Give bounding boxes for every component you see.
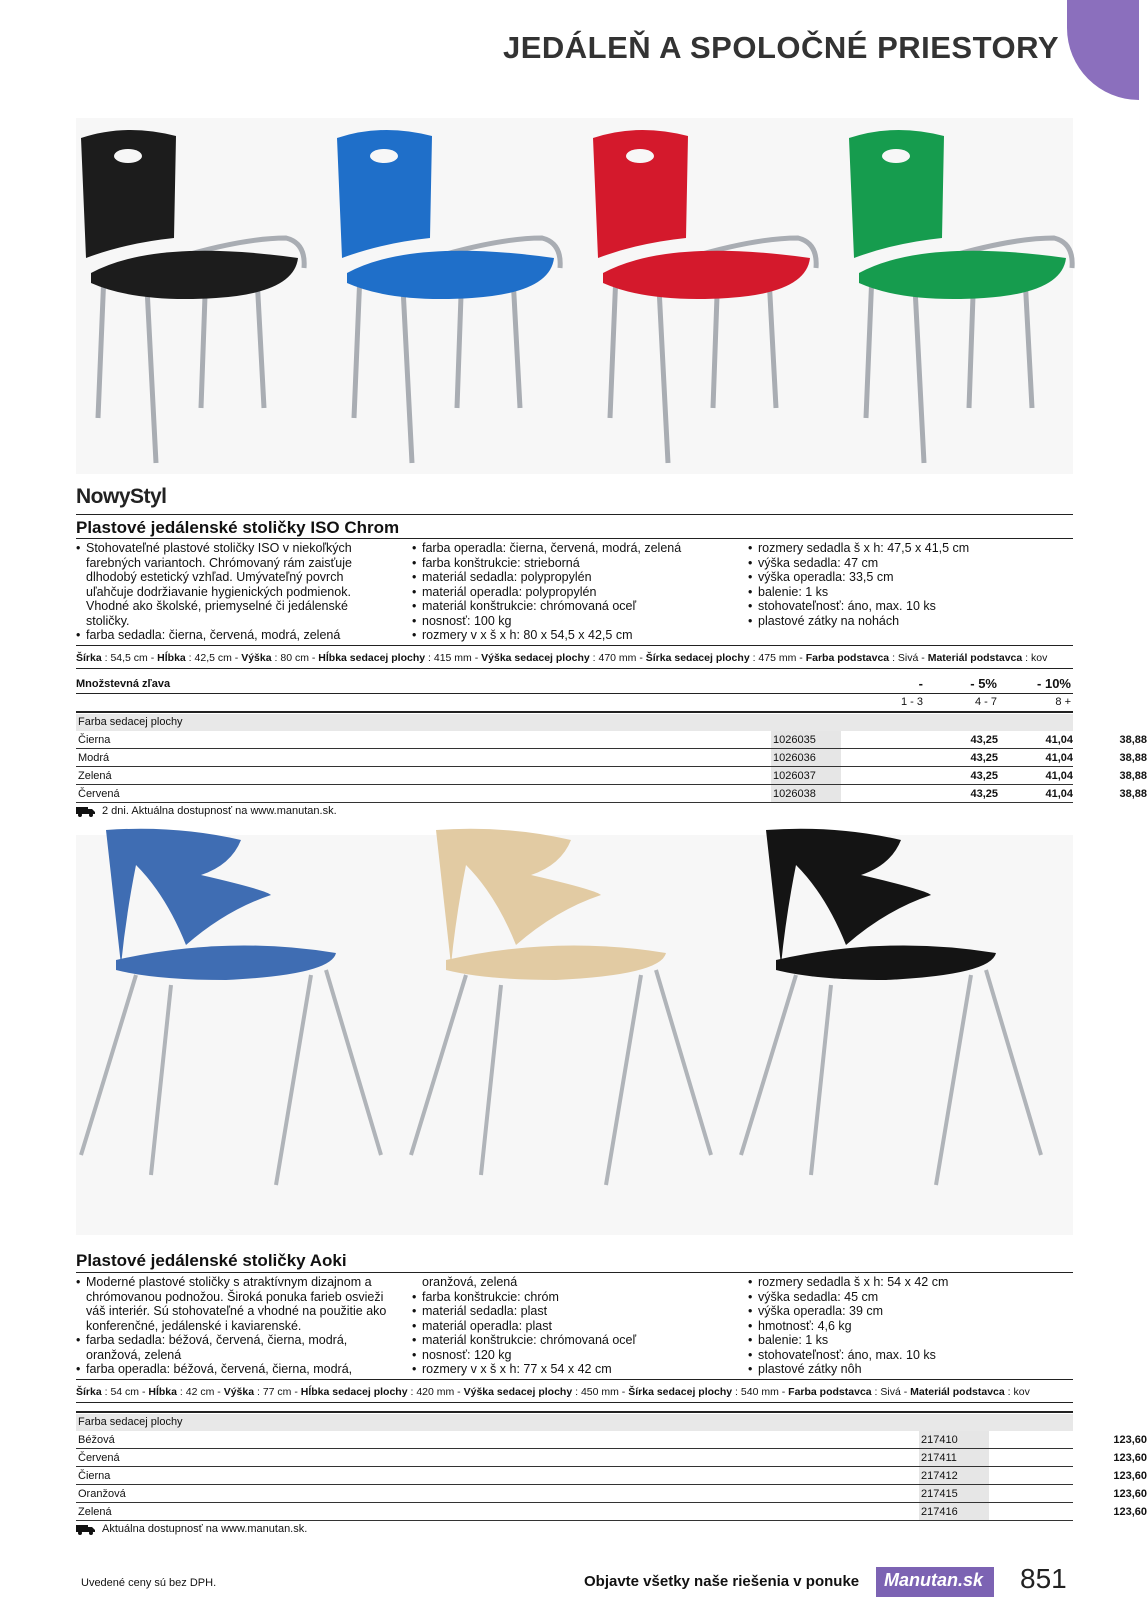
row-price-tier2: 41,04 [1045, 770, 1073, 782]
spec-bullet: • Stohovateľné plastové stoličky ISO v niekoľkých [76, 541, 406, 556]
chair-handle-hole [370, 149, 398, 163]
divider [76, 538, 1073, 539]
spec-value: 77 cm [262, 1386, 292, 1398]
chair-handle-hole [114, 149, 142, 163]
spec-key: Výška sedacej plochy [481, 652, 590, 664]
spec-bullet: • nosnosť: 120 kg [412, 1348, 742, 1363]
row-color: Čierna [78, 1470, 111, 1482]
row-color: Zelená [78, 1506, 112, 1518]
spec-bullet: • výška operadla: 33,5 cm [748, 570, 1078, 585]
qty-range-2: 4 - 7 [974, 696, 997, 708]
row-price-tier1: 43,25 [970, 788, 998, 800]
row-code: 217411 [919, 1449, 989, 1466]
spec-bullet: • farba konštrukcie: chróm [412, 1290, 742, 1305]
chair-legs [81, 970, 381, 1185]
divider [76, 711, 1073, 713]
spec-bullet: • materiál konštrukcie: chrómovaná oceľ [412, 1333, 742, 1348]
spec-value: Sivá [880, 1386, 901, 1398]
truck-icon [76, 806, 96, 817]
spec-bullet: • rozmery sedadla š x h: 54 x 42 cm [748, 1275, 1078, 1290]
table-row[interactable] [76, 1503, 1147, 1521]
spec-value: 42 cm [185, 1386, 215, 1398]
product1-availability [76, 805, 337, 817]
spec-bullet: váš interiér. Sú stohovateľné a vhodné na použitie ako [86, 1304, 387, 1318]
row-code: 217415 [919, 1485, 989, 1502]
table-row[interactable] [76, 785, 1147, 803]
spec-bullet: konferenčné, jedálenské i kaviarenské. [86, 1318, 302, 1333]
product1-desc-col1 [76, 541, 406, 643]
row-color: Čierna [78, 734, 111, 746]
spec-bullet: uľahčuje dodržiavanie hygienických podmienok. [86, 584, 351, 599]
chair-shell [436, 829, 601, 965]
divider [76, 1379, 1073, 1380]
spec-key: Farba podstavca [788, 1386, 872, 1398]
table-row[interactable] [76, 767, 1147, 785]
table-row[interactable] [76, 1431, 1147, 1449]
divider [76, 668, 1073, 669]
chair-seat [859, 251, 1066, 299]
spec-bullet: • balenie: 1 ks [748, 585, 1078, 600]
spec-value: 475 mm [758, 652, 797, 664]
divider [76, 1411, 1073, 1413]
row-color: Červená [78, 1452, 120, 1464]
spec-bullet: • hmotnosť: 4,6 kg [748, 1319, 1078, 1334]
row-price-tier1: 43,25 [970, 770, 998, 782]
spec-key: Hĺbka [157, 652, 186, 664]
spec-value: 415 mm [433, 652, 472, 664]
row-code: 1026037 [771, 767, 841, 784]
chair-seat [603, 251, 810, 299]
spec-key: Šírka [76, 1386, 102, 1398]
spec-key: Výška [241, 652, 272, 664]
spec-bullet: • rozmery v x š x h: 77 x 54 x 42 cm [412, 1362, 742, 1377]
row-code: 217410 [919, 1431, 989, 1448]
spec-bullet: oranžová, zelená [422, 1275, 518, 1289]
row-color: Béžová [78, 1434, 115, 1446]
product2-specs: Šírka : 54 cm - Hĺbka : 42 cm - Výška : 77 cm - Hĺbka sedacej plochy : 420 mm - Výška sedacej plochy : 450 mm - Šírka sedacej plochy : 540 mm - Farba podstavca : Sivá - Materiál podstavca : kov [76, 1386, 1030, 1398]
qty-range-3: 8 + [1055, 696, 1071, 708]
row-code: 1026036 [771, 749, 841, 766]
spec-bullet: • farba operadla: béžová, červená, čierna, modrá, [76, 1362, 406, 1377]
chair-legs [741, 970, 1041, 1185]
product1-title: Plastové jedálenské stoličky ISO Chrom [76, 518, 400, 537]
divider [76, 514, 1073, 515]
spec-value: 540 mm [740, 1386, 779, 1398]
spec-key: Materiál podstavca [927, 652, 1023, 664]
spec-value: 54,5 cm [110, 652, 148, 664]
row-price-tier2: 41,04 [1045, 752, 1073, 764]
spec-bullet: • materiál operadla: plast [412, 1319, 742, 1334]
availability-text: Aktuálna dostupnosť na www.manutan.sk. [102, 1523, 308, 1535]
table-row[interactable] [76, 749, 1147, 767]
product1-specs: Šírka : 54,5 cm - Hĺbka : 42,5 cm - Výška : 80 cm - Hĺbka sedacej plochy : 415 mm - Výška sedacej plochy : 470 mm - Šírka sedacej plochy : 475 mm - Farba podstavca : Sivá - Materiál podstavca : kov [76, 652, 1048, 664]
spec-bullet: dlhodobý estetický vzhľad. Umývateľný povrch [86, 570, 344, 584]
chair-seat [91, 251, 298, 299]
spec-bullet: • stohovateľnosť: áno, max. 10 ks [748, 599, 1078, 614]
spec-bullet: • balenie: 1 ks [748, 1333, 1078, 1348]
chair-seat [116, 945, 336, 980]
table-row[interactable] [76, 731, 1147, 749]
spec-bullet: • farba konštrukcie: strieborná [412, 556, 742, 571]
row-code: 217412 [919, 1467, 989, 1484]
spec-bullet: • Moderné plastové stoličky s atraktívnym dizajnom a [76, 1275, 406, 1290]
row-price: 123,60 [1113, 1506, 1147, 1518]
spec-key: Šírka [76, 652, 102, 664]
product1-photo [76, 118, 1073, 474]
section-title: JEDÁLEŇ A SPOLOČNÉ PRIESTORY [502, 30, 1059, 65]
product2-title: Plastové jedálenské stoličky Aoki [76, 1251, 347, 1270]
spec-key: Výška sedacej plochy [463, 1386, 573, 1398]
chair-seat [347, 251, 554, 299]
row-code: 1026038 [771, 785, 841, 802]
table-row[interactable] [76, 1485, 1147, 1503]
product1-table-header: Farba sedacej plochy [76, 714, 1073, 731]
spec-bullet: • materiál sedadla: polypropylén [412, 570, 742, 585]
divider [76, 1402, 1073, 1403]
qty-discount-label: Množstevná zľava [76, 678, 171, 690]
product2-desc-col3 [748, 1275, 1078, 1377]
product2-availability [76, 1523, 307, 1535]
row-price-tier1: 43,25 [970, 734, 998, 746]
product2-desc-col1 [76, 1275, 406, 1377]
spec-bullet: • rozmery sedadla š x h: 47,5 x 41,5 cm [748, 541, 1078, 556]
spec-bullet: • farba operadla: čierna, červená, modrá, zelená [412, 541, 742, 556]
discount-tier-1: - [918, 676, 923, 691]
spec-key: Výška [223, 1386, 255, 1398]
table-row[interactable] [76, 1449, 1147, 1467]
spec-bullet: chrómovanou podnožou. Široká ponuka farieb osvieži [86, 1289, 384, 1304]
product2-table-header: Farba sedacej plochy [76, 1414, 1073, 1431]
product1-desc-col3 [748, 541, 1078, 628]
spec-key: Hĺbka [148, 1386, 177, 1398]
spec-bullet: • materiál operadla: polypropylén [412, 585, 742, 600]
spec-value: kov [1013, 1386, 1030, 1398]
spec-key: Farba podstavca [805, 652, 890, 664]
discount-tier-2: - 5% [970, 676, 997, 691]
spec-value: 420 mm [416, 1386, 455, 1398]
row-price: 123,60 [1113, 1434, 1147, 1446]
divider [76, 645, 1073, 646]
row-color: Zelená [78, 770, 112, 782]
row-color: Oranžová [78, 1488, 126, 1500]
spec-bullet: • výška sedadla: 45 cm [748, 1290, 1078, 1305]
row-price-tier2: 41,04 [1045, 734, 1073, 746]
section-tab-corner [1067, 0, 1139, 100]
chair-shell [106, 829, 271, 965]
spec-bullet: • nosnosť: 100 kg [412, 614, 742, 629]
spec-key: Šírka sedacej plochy [628, 1386, 733, 1398]
row-price: 123,60 [1113, 1452, 1147, 1464]
brand-logo: NowyStyl [76, 485, 167, 508]
row-price-tier3: 38,88 [1119, 734, 1147, 746]
spec-value: 470 mm [598, 652, 637, 664]
spec-value: 450 mm [580, 1386, 619, 1398]
row-price-tier3: 38,88 [1119, 788, 1147, 800]
aoki-chairs-image [76, 835, 1073, 1235]
chair-seat [446, 945, 666, 980]
iso-chairs-image [76, 118, 1073, 474]
row-price-tier2: 41,04 [1045, 788, 1073, 800]
spec-key: Materiál podstavca [910, 1386, 1005, 1398]
table-row[interactable] [76, 1467, 1147, 1485]
row-price-tier1: 43,25 [970, 752, 998, 764]
spec-value: 54 cm [110, 1386, 140, 1398]
spec-bullet: • výška sedadla: 47 cm [748, 556, 1078, 571]
spec-bullet: farebných variantoch. Chrómovaný rám zaisťuje [86, 555, 352, 570]
truck-icon [76, 1524, 96, 1535]
spec-key: Hĺbka sedacej plochy [300, 1386, 408, 1398]
spec-bullet: • stohovateľnosť: áno, max. 10 ks [748, 1348, 1078, 1363]
chair-shell [766, 829, 931, 965]
qty-range-1: 1 - 3 [900, 696, 923, 708]
spec-bullet: • výška operadla: 39 cm [748, 1304, 1078, 1319]
manutan-logo[interactable]: Manutan.sk [876, 1567, 994, 1597]
chair-seat [776, 945, 996, 980]
spec-value: 42,5 cm [194, 652, 232, 664]
row-price-tier3: 38,88 [1119, 752, 1147, 764]
availability-text: 2 dni. Aktuálna dostupnosť na www.manutan.sk. [102, 805, 337, 817]
row-price: 123,60 [1113, 1488, 1147, 1500]
spec-bullet: stoličky. [86, 613, 130, 628]
chair-handle-hole [626, 149, 654, 163]
row-color: Červená [78, 788, 120, 800]
row-code: 217416 [919, 1503, 989, 1520]
spec-bullet: Vhodné ako školské, priemyselné či jedálenské [86, 599, 348, 613]
spec-bullet: • plastové zátky na nohách [748, 614, 1078, 629]
row-code: 1026035 [771, 731, 841, 748]
product2-photo [76, 835, 1073, 1235]
spec-key: Šírka sedacej plochy [645, 652, 750, 664]
spec-bullet: • farba sedadla: čierna, červená, modrá, zelená [76, 628, 406, 643]
spec-bullet: • farba sedadla: béžová, červená, čierna, modrá, [76, 1333, 406, 1348]
row-price: 123,60 [1113, 1470, 1147, 1482]
divider [76, 693, 1073, 694]
discount-tier-3: - 10% [1037, 676, 1071, 691]
page-number: 851 [1020, 1563, 1067, 1594]
footer-note: Uvedené ceny sú bez DPH. [81, 1577, 217, 1589]
spec-bullet: • rozmery v x š x h: 80 x 54,5 x 42,5 cm [412, 628, 742, 643]
spec-bullet: • materiál sedadla: plast [412, 1304, 742, 1319]
row-color: Modrá [78, 752, 110, 764]
spec-value: kov [1031, 652, 1048, 664]
product2-desc-col2 [412, 1275, 742, 1377]
spec-bullet: • materiál konštrukcie: chrómovaná oceľ [412, 599, 742, 614]
spec-value: 80 cm [280, 652, 309, 664]
spec-bullet: oranžová, zelená [86, 1347, 182, 1362]
row-price-tier3: 38,88 [1119, 770, 1147, 782]
spec-value: Sivá [897, 652, 919, 664]
product1-desc-col2 [412, 541, 742, 643]
footer-cta: Objavte všetky naše riešenia v ponuke [584, 1573, 860, 1590]
spec-key: Hĺbka sedacej plochy [318, 652, 426, 664]
chair-legs [411, 970, 711, 1185]
divider [76, 1272, 1073, 1273]
spec-bullet: • plastové zátky nôh [748, 1362, 1078, 1377]
chair-handle-hole [882, 149, 910, 163]
